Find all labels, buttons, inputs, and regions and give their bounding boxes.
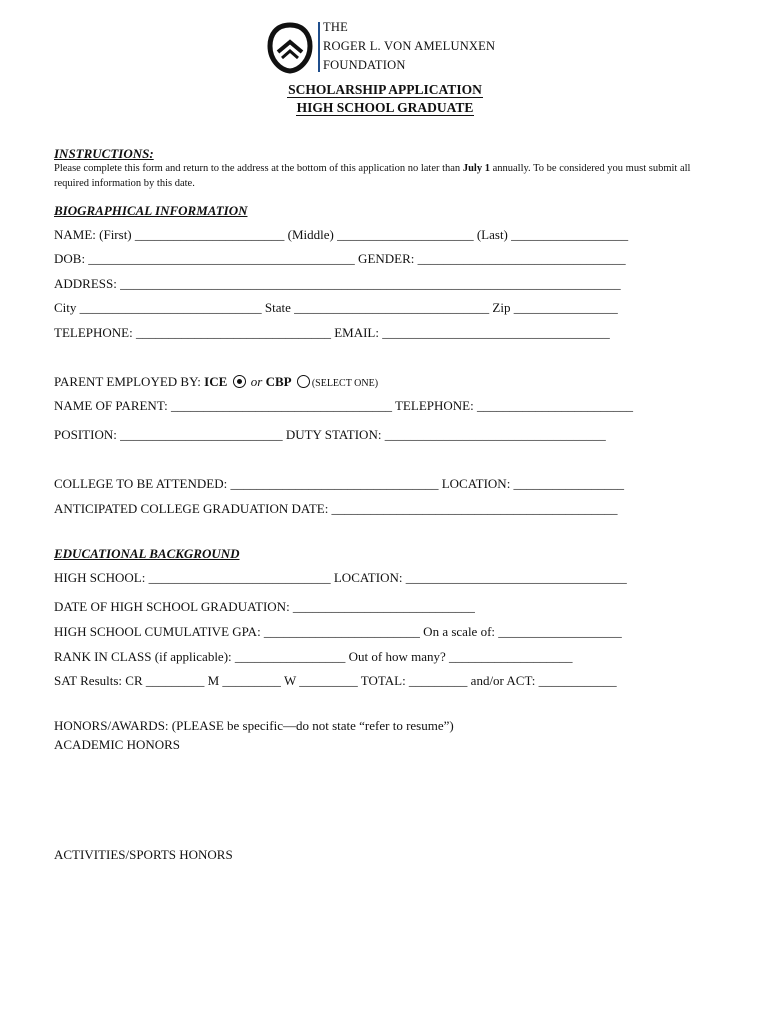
logo-divider — [318, 22, 320, 72]
instructions-heading: INSTRUCTIONS: — [54, 146, 154, 161]
logo-wordmark — [323, 18, 495, 75]
telephone-email-row[interactable]: TELEPHONE: ______________________________ EMAIL: ___________________________________ — [54, 325, 610, 340]
class-rank-row[interactable]: RANK IN CLASS (if applicable): _________________ Out of how many? ___________________ — [54, 649, 573, 664]
dob-gender-row[interactable]: DOB: _________________________________________ GENDER: ________________________________ — [54, 251, 626, 266]
address-row[interactable]: ADDRESS: _____________________________________________________________________________ — [54, 276, 621, 291]
city-state-zip-row[interactable]: City ____________________________ State ______________________________ Zip ________________ — [54, 300, 618, 315]
biographical-heading: BIOGRAPHICAL INFORMATION — [54, 203, 248, 218]
parent-name-row[interactable]: NAME OF PARENT: __________________________________ TELEPHONE: ________________________ — [54, 398, 633, 413]
test-scores-row[interactable]: SAT Results: CR _________ M _________ W _________ TOTAL: _________ and/or ACT: ____________ — [54, 673, 617, 688]
logo-line-1: THE — [323, 20, 348, 34]
cbp-radio[interactable] — [297, 375, 310, 388]
academic-honors-label: ACADEMIC HONORS — [54, 737, 181, 752]
or-text: or — [247, 374, 266, 389]
parent-employer-row — [54, 374, 378, 390]
form-subtitle: HIGH SCHOOL GRADUATE — [296, 100, 474, 115]
logo-line-3: FOUNDATION — [323, 58, 406, 72]
gpa-row[interactable]: HIGH SCHOOL CUMULATIVE GPA: ________________________ On a scale of: ___________________ — [54, 624, 622, 639]
college-row[interactable]: COLLEGE TO BE ATTENDED: ________________________________ LOCATION: _________________ — [54, 476, 625, 491]
hs-graduation-row[interactable]: DATE OF HIGH SCHOOL GRADUATION: ____________________________ — [54, 599, 475, 614]
college-graduation-row[interactable]: ANTICIPATED COLLEGE GRADUATION DATE: ____________________________________________ — [54, 501, 618, 516]
educational-heading: EDUCATIONAL BACKGROUND — [54, 546, 240, 561]
honors-awards-label: HONORS/AWARDS: (PLEASE be specific—do not state “refer to resume”) — [54, 718, 454, 733]
high-school-row[interactable]: HIGH SCHOOL: ____________________________ LOCATION: __________________________________ — [54, 570, 627, 585]
position-duty-row[interactable]: POSITION: _________________________ DUTY STATION: __________________________________ — [54, 427, 606, 442]
ice-option-label: ICE — [204, 374, 228, 389]
logo-line-2: ROGER L. VON AMELUNXEN — [323, 39, 496, 53]
instructions-text: Please complete this form and return to the address at the bottom of this application no later than July 1 annually. To be considered you must submit all required information by this date. — [54, 163, 691, 189]
foundation-logo-emblem — [266, 22, 314, 74]
form-title: SCHOLARSHIP APPLICATION — [288, 82, 482, 97]
parent-employer-label: PARENT EMPLOYED BY: — [54, 374, 205, 389]
activities-honors-label: ACTIVITIES/SPORTS HONORS — [54, 847, 233, 862]
name-field-row[interactable]: NAME: (First) _______________________ (Middle) _____________________ (Last) __________________ — [54, 227, 629, 242]
ice-radio[interactable] — [233, 375, 246, 388]
cbp-option-label: CBP — [265, 374, 292, 389]
select-one-note: (SELECT ONE) — [311, 378, 379, 389]
